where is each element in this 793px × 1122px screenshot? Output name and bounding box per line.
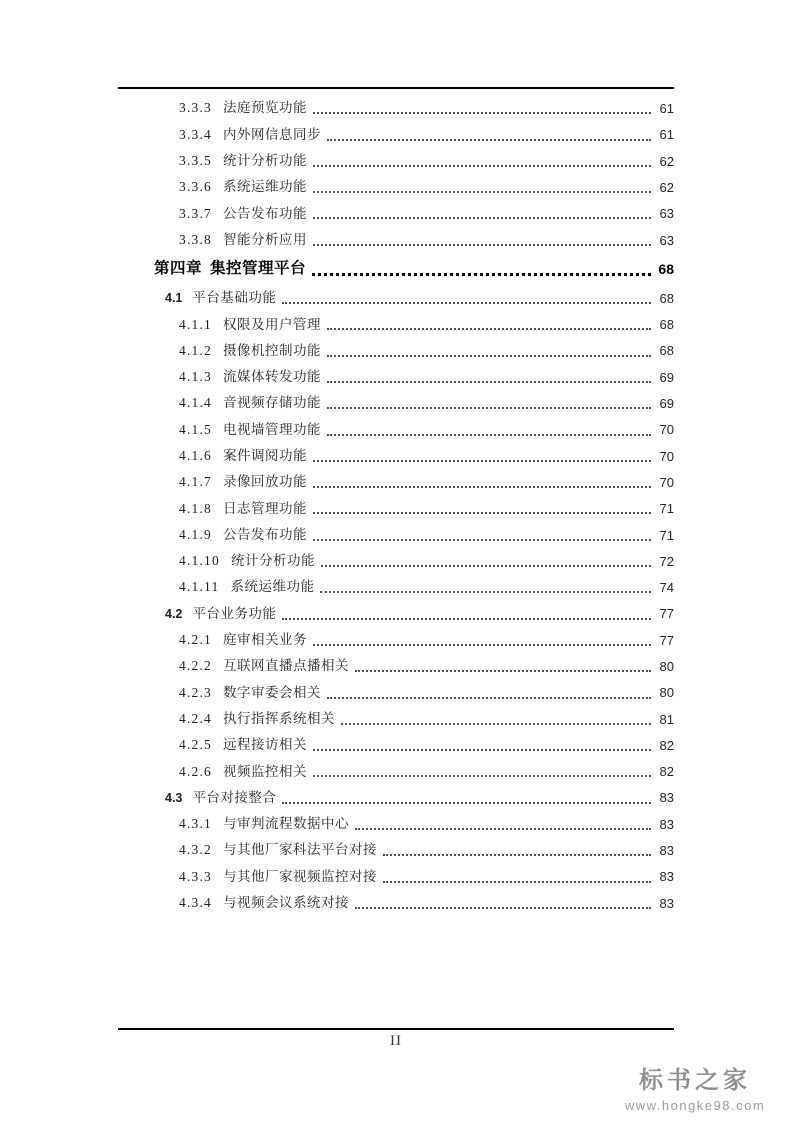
toc-entry (118, 468, 674, 494)
toc-entry-title: 摄像机控制功能 (223, 342, 321, 358)
toc-entry-number: 4.1.10 (179, 553, 220, 569)
toc-entry-page: 63 (659, 206, 674, 222)
toc-entry-number: 4.3.4 (179, 895, 212, 911)
toc-entry-number: 4.1.11 (179, 579, 220, 595)
watermark-logo-text: 标书之家 (639, 1067, 751, 1094)
toc-entry-number: 4.1.5 (179, 421, 212, 437)
toc-entry-number: 4.1.8 (179, 500, 212, 516)
toc-entry-number: 第四章 (154, 260, 203, 278)
dot-leader (321, 565, 651, 567)
toc-entry-title: 执行指挥系统相关 (223, 710, 335, 726)
toc-entry-title: 互联网直播点播相关 (223, 658, 349, 674)
toc-entry-title: 集控管理平台 (210, 260, 307, 278)
toc-entry (118, 573, 674, 599)
toc-entry-number: 4.1 (165, 291, 183, 306)
toc-entry-number: 4.3 (165, 791, 183, 806)
dot-leader (355, 670, 651, 672)
toc-entry-title: 平台基础功能 (192, 290, 277, 306)
toc-entry-page: 68 (658, 261, 674, 278)
toc-entry-title: 音视频存储功能 (223, 395, 321, 411)
toc-entry-page: 61 (659, 127, 674, 143)
dot-leader (313, 460, 651, 462)
toc-entry-number: 4.1.6 (179, 447, 212, 463)
toc-entry (118, 757, 674, 783)
toc-entry-number: 3.3.8 (179, 231, 212, 247)
toc-entry-number: 4.1.7 (179, 474, 212, 490)
toc-entry-title: 内外网信息同步 (223, 126, 321, 142)
toc-entry (118, 363, 674, 389)
dot-leader (327, 407, 651, 409)
toc-entry-title: 电视墙管理功能 (223, 421, 321, 437)
toc-entry-number: 4.2.4 (179, 710, 212, 726)
toc-entry-title: 数字审委会相关 (223, 684, 321, 700)
toc-entry (118, 520, 674, 546)
toc-entry-page: 83 (659, 843, 674, 859)
toc-entry (118, 678, 674, 704)
toc-entry-number: 4.3.2 (179, 842, 212, 858)
toc-entry-page: 68 (659, 317, 674, 333)
toc-entry-page: 74 (659, 580, 674, 596)
toc-entry (118, 94, 674, 120)
dot-leader (355, 828, 651, 830)
dot-leader (313, 217, 651, 219)
toc-entry-page: 71 (659, 501, 674, 517)
toc-entry (118, 783, 674, 809)
toc-entry-title: 系统运维功能 (230, 579, 315, 595)
toc-entry-number: 4.1.3 (179, 369, 212, 385)
toc-entry-title: 平台对接整合 (192, 789, 277, 805)
toc-entry-page: 77 (659, 632, 674, 648)
dot-leader (320, 591, 651, 593)
toc-entry (118, 810, 674, 836)
dot-leader (327, 328, 651, 330)
toc-entry-page: 61 (659, 101, 674, 117)
toc-entry-number: 4.3.3 (179, 868, 212, 884)
toc-entry-number: 4.1.9 (179, 526, 212, 542)
toc-entry-page: 68 (659, 290, 674, 306)
page-number: II (390, 1033, 402, 1049)
dot-leader (327, 434, 651, 436)
toc-entry-number: 3.3.6 (179, 179, 212, 195)
toc-entry-title: 与其他厂家科法平台对接 (223, 842, 377, 858)
toc-entry-title: 视频监控相关 (223, 763, 307, 779)
dot-leader (282, 618, 651, 620)
toc-entry (118, 889, 674, 915)
toc-entry-number: 3.3.3 (179, 100, 212, 116)
toc-entry (118, 415, 674, 441)
toc-entry (118, 199, 674, 225)
toc-entry-page: 80 (659, 685, 674, 701)
toc-entry-title: 庭审相关业务 (223, 632, 307, 648)
toc-entry-title: 统计分析功能 (230, 553, 315, 569)
dot-leader (313, 749, 651, 751)
dot-leader (327, 355, 651, 357)
dot-leader (327, 139, 651, 141)
toc-entry-title: 权限及用户管理 (223, 316, 321, 332)
dot-leader (383, 881, 651, 883)
toc-entry (118, 389, 674, 415)
toc-entry-title: 统计分析功能 (223, 153, 307, 169)
table-of-contents (118, 94, 674, 915)
toc-entry (118, 336, 674, 362)
toc-entry-title: 日志管理功能 (223, 500, 307, 516)
toc-entry-title: 公告发布功能 (223, 526, 307, 542)
toc-entry-page: 83 (659, 790, 674, 806)
dot-leader (383, 854, 651, 856)
toc-entry-title: 与审判流程数据中心 (223, 816, 349, 832)
toc-entry (118, 626, 674, 652)
toc-entry-page: 62 (659, 153, 674, 169)
toc-entry-title: 平台业务功能 (192, 605, 277, 621)
toc-entry (118, 442, 674, 468)
toc-entry-number: 3.3.4 (179, 126, 212, 142)
dot-leader (313, 539, 651, 541)
toc-entry (118, 652, 674, 678)
toc-entry-page: 70 (659, 448, 674, 464)
toc-entry (118, 120, 674, 146)
toc-entry-title: 系统运维功能 (223, 179, 307, 195)
toc-entry (118, 310, 674, 336)
dot-leader (313, 244, 651, 246)
toc-entry (118, 836, 674, 862)
dot-leader (313, 112, 651, 114)
toc-entry-number: 4.1.2 (179, 342, 212, 358)
dot-leader (341, 723, 651, 725)
toc-entry (118, 252, 674, 284)
toc-entry-number: 3.3.7 (179, 205, 212, 221)
toc-entry-page: 81 (659, 711, 674, 727)
dot-leader (313, 512, 651, 514)
toc-entry (118, 547, 674, 573)
toc-entry-page: 63 (659, 232, 674, 248)
dot-leader (327, 381, 651, 383)
toc-entry (118, 705, 674, 731)
footer-rule (118, 1028, 674, 1030)
toc-entry (118, 862, 674, 888)
toc-entry-page: 80 (659, 658, 674, 674)
toc-entry (118, 599, 674, 625)
dot-leader (313, 775, 651, 777)
toc-entry-title: 公告发布功能 (223, 205, 307, 221)
toc-entry-page: 62 (659, 179, 674, 195)
toc-entry-title: 法庭预览功能 (223, 100, 307, 116)
watermark-url: www.hongke98.com (624, 1098, 766, 1113)
toc-entry-title: 流媒体转发功能 (223, 369, 321, 385)
toc-entry-page: 83 (659, 895, 674, 911)
toc-entry-number: 4.1.1 (179, 316, 212, 332)
header-rule (118, 87, 674, 89)
dot-leader (327, 697, 651, 699)
dot-leader (313, 165, 651, 167)
toc-entry-page: 70 (659, 474, 674, 490)
toc-entry-page: 83 (659, 816, 674, 832)
dot-leader (313, 486, 651, 488)
toc-entry-page: 82 (659, 764, 674, 780)
toc-entry (118, 731, 674, 757)
dot-leader (282, 802, 651, 804)
toc-entry-number: 4.2.6 (179, 763, 212, 779)
toc-entry-number: 4.2.3 (179, 684, 212, 700)
toc-entry (118, 147, 674, 173)
toc-entry-title: 案件调阅功能 (223, 447, 307, 463)
toc-entry (118, 494, 674, 520)
toc-entry-number: 3.3.5 (179, 153, 212, 169)
toc-entry-page: 72 (659, 553, 674, 569)
toc-entry-page: 69 (659, 396, 674, 412)
toc-entry-page: 77 (659, 606, 674, 622)
toc-entry-number: 4.2.2 (179, 658, 212, 674)
toc-entry-number: 4.2.5 (179, 737, 212, 753)
toc-entry-page: 83 (659, 869, 674, 885)
toc-entry-title: 与视频会议系统对接 (223, 895, 349, 911)
toc-entry-number: 4.3.1 (179, 816, 212, 832)
dot-leader (355, 907, 651, 909)
toc-entry-page: 71 (659, 527, 674, 543)
dot-leader (313, 644, 651, 646)
toc-entry-number: 4.1.4 (179, 395, 212, 411)
dot-leader (312, 273, 651, 276)
toc-entry-page: 70 (659, 422, 674, 438)
watermark (605, 1060, 785, 1113)
toc-entry (118, 284, 674, 310)
toc-entry-title: 与其他厂家视频监控对接 (223, 868, 377, 884)
toc-entry-page: 68 (659, 343, 674, 359)
dot-leader (313, 191, 651, 193)
toc-entry-number: 4.2 (165, 607, 183, 622)
toc-entry (118, 173, 674, 199)
toc-entry-title: 录像回放功能 (223, 474, 307, 490)
dot-leader (282, 302, 651, 304)
toc-entry (118, 225, 674, 251)
toc-entry-title: 智能分析应用 (223, 231, 307, 247)
toc-entry-title: 远程接访相关 (223, 737, 307, 753)
toc-entry-page: 82 (659, 737, 674, 753)
toc-entry-number: 4.2.1 (179, 632, 212, 648)
toc-entry-page: 69 (659, 369, 674, 385)
